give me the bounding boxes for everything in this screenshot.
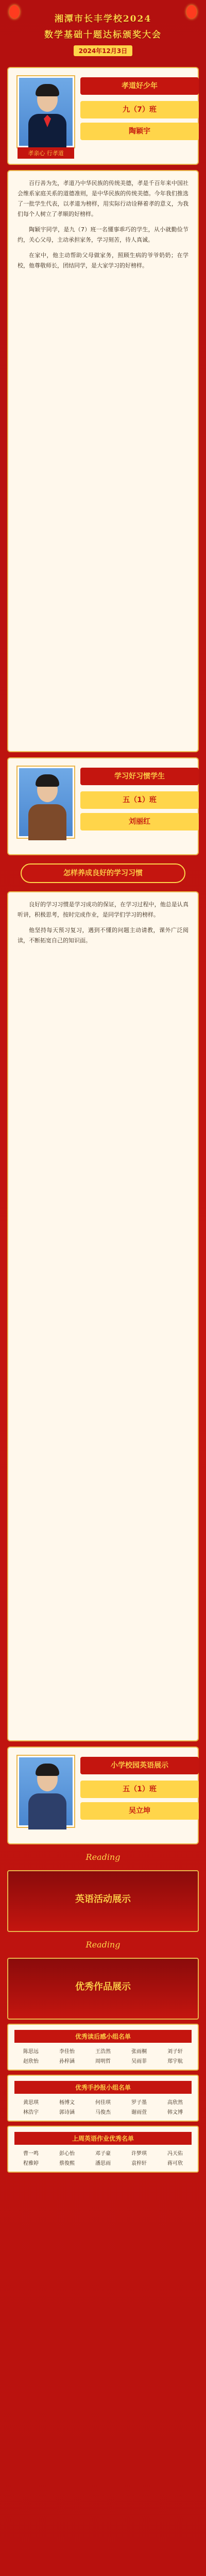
header-subtitle: 数学基础十题达标颁奖大会	[44, 30, 162, 40]
name-grid	[14, 2098, 192, 2115]
name-grid	[14, 2047, 192, 2064]
award-title: 小学校园英语展示	[80, 1757, 199, 1774]
article-section	[7, 170, 199, 752]
student-name: 吴立坤	[80, 1802, 199, 1820]
name-list	[7, 2075, 199, 2122]
paragraph: 他坚持每天预习复习，遇到不懂的问题主动请教，课外广泛阅读，不断拓宽自己的知识面。	[18, 927, 188, 944]
reading-label: Reading	[85, 1852, 121, 1862]
paragraph: 在家中，他主动帮助父母做家务，照顾生病的爷爷奶奶；在学校，他尊敬师长，团结同学，是大家学习的好榜样。	[18, 252, 188, 269]
profile-card	[7, 757, 199, 855]
list-item: 罗子墨	[131, 2100, 147, 2106]
banner-title: 优秀作品展示	[75, 1981, 131, 1992]
section-title: 怎样养成良好的学习习惯	[21, 863, 185, 883]
student-photo	[18, 767, 74, 838]
list-item: 陈思远	[23, 2049, 39, 2055]
list-item: 冯天佑	[167, 2151, 183, 2157]
activity-banner	[7, 1870, 199, 1932]
list-item: 曹一鸣	[23, 2151, 39, 2157]
award-title: 孝道好少年	[80, 77, 199, 95]
lantern-icon	[9, 5, 20, 19]
header-date: 2024年12月3日	[74, 45, 132, 56]
list-item: 赵欣怡	[23, 2059, 39, 2064]
list-item: 杨博文	[59, 2100, 75, 2106]
paragraph: 良好的学习习惯是学习成功的保证，在学习过程中，他总是认真听讲，积极思考，按时完成作业，是同学们学习的榜样。	[18, 901, 188, 918]
list-item: 周明哲	[95, 2059, 111, 2064]
list-item: 高欣然	[167, 2100, 183, 2106]
paragraph: 百行善为先，孝道乃中华民族的传统美德，孝是千百年来中国社会维系家庭关系的道德准则，是中华民族的传统美德。今年我们推选了一批学生代表，以孝道为榜样，用实际行动诠释着孝的意义，为我们每个人树立了孝顺的好榜样。	[18, 180, 188, 217]
list-item: 何佳琪	[95, 2100, 111, 2106]
list-item: 王浩然	[95, 2049, 111, 2055]
list-item: 蔡俊熙	[59, 2161, 75, 2166]
list-item: 袁梓轩	[131, 2161, 147, 2166]
list-item: 林浩宇	[23, 2110, 39, 2115]
list-item: 谢雨萱	[131, 2110, 147, 2115]
list-title: 优秀读后感小组名单	[14, 2030, 192, 2043]
list-title: 优秀手抄报小组名单	[14, 2081, 192, 2094]
activity-banner	[7, 1958, 199, 2020]
photo-caption: 孝亲心 行孝道	[18, 147, 74, 159]
student-class: 九（7）班	[80, 101, 199, 118]
student-class: 五（1）班	[80, 1781, 199, 1798]
student-photo	[18, 76, 74, 147]
list-item: 孙梓涵	[59, 2059, 75, 2064]
banner-title: 英语活动展示	[75, 1894, 131, 1905]
profile-card	[7, 67, 199, 165]
name-list	[7, 2126, 199, 2173]
list-item: 韩文博	[167, 2110, 183, 2115]
page-header	[0, 0, 206, 62]
lantern-icon	[186, 5, 197, 19]
profile-card	[7, 1747, 199, 1844]
list-item: 蒋可欣	[167, 2161, 183, 2166]
award-title: 学习好习惯学生	[80, 768, 199, 785]
list-item: 许梦琪	[131, 2151, 147, 2157]
list-item: 刘子轩	[167, 2049, 183, 2055]
student-name: 刘丽红	[80, 813, 199, 831]
list-item: 张雨桐	[131, 2049, 147, 2055]
list-item: 黄思琪	[23, 2100, 39, 2106]
list-item: 郑宇航	[167, 2059, 183, 2064]
article-section	[7, 891, 199, 1741]
list-item: 李佳怡	[59, 2049, 75, 2055]
list-item: 郭诗涵	[59, 2110, 75, 2115]
reading-label: Reading	[85, 1940, 121, 1950]
list-item: 潘思雨	[95, 2161, 111, 2166]
name-list	[7, 2024, 199, 2071]
paragraph: 陶颖宇同学，是九（7）班一名懂事乖巧的学生，从小就勤俭节约，关心父母，主动承担家务，学习刻苦，待人真诚。	[18, 226, 188, 243]
list-item: 马俊杰	[95, 2110, 111, 2115]
student-class: 五（1）班	[80, 791, 199, 809]
student-photo	[18, 1756, 74, 1827]
list-title: 上周英语作业优秀名单	[14, 2132, 192, 2145]
name-grid	[14, 2149, 192, 2166]
header-title: 湘潭市长丰学校2024	[54, 14, 152, 24]
list-item: 程雅婷	[23, 2161, 39, 2166]
student-name: 陶颖宇	[80, 123, 199, 140]
list-item: 邓子豪	[95, 2151, 111, 2157]
list-item: 彭心怡	[59, 2151, 75, 2157]
list-item: 吴雨菲	[131, 2059, 147, 2064]
